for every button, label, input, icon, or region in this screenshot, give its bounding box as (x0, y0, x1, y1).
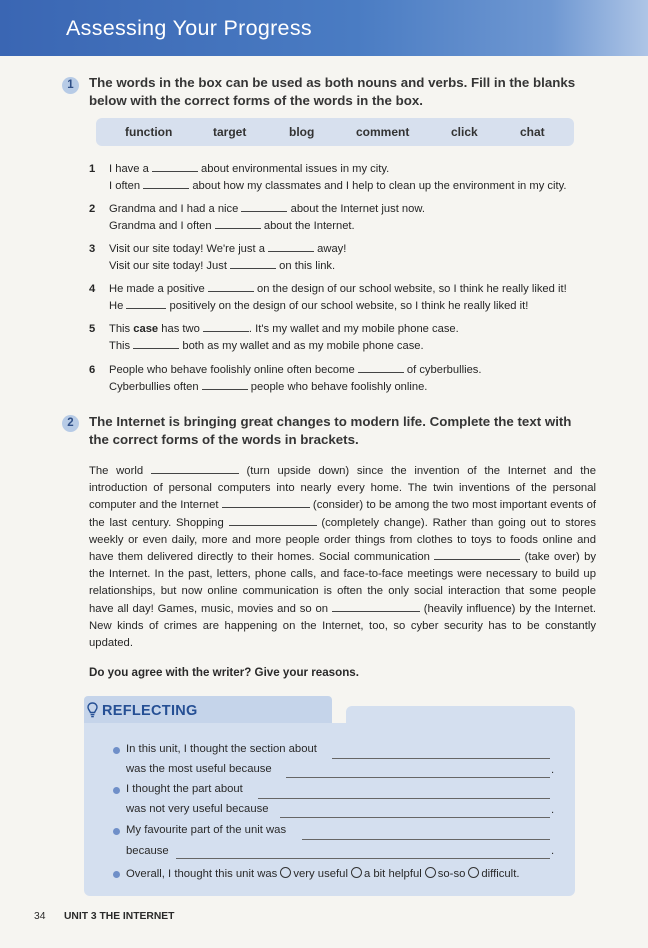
reflection-prompt: was the most useful because (126, 763, 272, 775)
item-number: 4 (89, 283, 96, 295)
answer-blank[interactable] (332, 602, 420, 612)
question-1-instruction-line-1: The words in the box can be used as both nouns and verbs. Fill in the blanks (89, 75, 576, 90)
reflection-prompt: was not very useful because (126, 803, 269, 815)
reflection-prompt: In this unit, I thought the section about (126, 743, 317, 755)
word-box (96, 118, 574, 146)
answer-blank[interactable] (151, 464, 239, 474)
word-box-item: comment (356, 125, 410, 139)
answer-line[interactable] (332, 758, 550, 759)
answer-blank[interactable] (229, 516, 317, 526)
line-end-period: . (551, 764, 555, 776)
item-sentence-b: Grandma and I often about the Internet. (109, 220, 355, 232)
item-sentence-b: This both as my wallet and as my mobile phone case. (109, 340, 424, 352)
reflecting-title (94, 703, 198, 719)
reflecting-panel (84, 696, 575, 896)
line-end-period: . (551, 845, 555, 857)
item-number: 2 (89, 203, 96, 215)
reflection-prompt: Overall, I thought this unit was (126, 868, 278, 880)
bullet-icon (113, 787, 120, 794)
reflection-prompt: My favourite part of the unit was (126, 824, 287, 836)
option-label: a bit helpful (363, 868, 422, 880)
page-title: Assessing Your Progress (66, 16, 312, 40)
option-label: so-so (437, 868, 466, 880)
answer-blank[interactable] (358, 363, 404, 373)
item-sentence-b: I often about how my classmates and I help to clean up the environment in my city. (109, 180, 567, 192)
lightbulb-icon (87, 702, 98, 721)
answer-blank[interactable] (222, 498, 310, 508)
answer-blank[interactable] (126, 299, 166, 309)
cloze-passage: The world (turn upside down) since the invention of the Internet and the introduction of personal computers into nearly every home. The twin inventions of the personal computer and the Internet (consider) to be among the two most important events of the last century. Shopping (completely change). Rather than going out to stores weekly or even daily, more and more people order things from clothes to toys to foods online and have them delivered directly to their homes. Social communication (take over) by the Internet. In the past, letters, phone calls, and face-to-face meetings were necessary to build up relationships, but now online communication is often the only social interaction that some people have all day! Games, music, movies and so on (heavily influence) by the Internet. New kinds of crimes are happening on the Internet, too, so cyber security has to be constantly updated. (89, 465, 597, 650)
answer-blank[interactable] (143, 179, 189, 189)
answer-blank[interactable] (152, 162, 198, 172)
radio-difficult[interactable] (468, 867, 479, 878)
bullet-icon (113, 871, 120, 878)
question-2-instruction (89, 413, 571, 448)
answer-blank[interactable] (241, 202, 287, 212)
item-sentence-a: He made a positive on the design of our school website, so I think he really liked it! (109, 283, 567, 295)
item-number: 5 (89, 323, 96, 335)
answer-line[interactable] (258, 798, 550, 799)
word-box-item: chat (520, 125, 545, 139)
question-1-instruction (89, 74, 575, 109)
discussion-question: Do you agree with the writer? Give your reasons. (89, 666, 359, 679)
option-label: difficult. (481, 868, 520, 880)
answer-line[interactable] (280, 817, 550, 818)
item-number: 6 (89, 364, 96, 376)
radio-very-useful[interactable] (280, 867, 291, 878)
question-2-instruction-line-1: The Internet is bringing great changes to modern life. Complete the text with (89, 414, 572, 429)
page-header (0, 0, 648, 56)
item-sentence-b: Visit our site today! Just on this link. (109, 260, 336, 272)
answer-blank[interactable] (208, 282, 254, 292)
radio-so-so[interactable] (425, 867, 436, 878)
line-end-period: . (551, 804, 555, 816)
item-sentence-b: He positively on the design of our school website, so I think he really liked it! (109, 300, 529, 312)
question-1-instruction-line-2: below with the correct forms of the words in the box. (89, 92, 423, 108)
page-number: 34 (34, 911, 46, 922)
unit-label: UNIT 3 THE INTERNET (64, 911, 175, 922)
item-sentence-a: Grandma and I had a nice about the Internet just now. (109, 203, 425, 215)
answer-blank[interactable] (215, 219, 261, 229)
word-box-item: target (213, 125, 247, 139)
reflecting-title-text: REFLECTING (102, 703, 198, 719)
overall-rating (126, 867, 519, 880)
word-box-item: function (125, 125, 173, 139)
option-label: very useful (293, 868, 348, 880)
answer-line[interactable] (286, 777, 550, 778)
item-sentence-a: This case has two . It's my wallet and my mobile phone case. (109, 323, 459, 335)
answer-line[interactable] (176, 858, 550, 859)
bullet-icon (113, 828, 120, 835)
word-box-item: blog (289, 125, 315, 139)
item-number: 3 (89, 243, 96, 255)
answer-blank[interactable] (202, 380, 248, 390)
answer-blank[interactable] (268, 242, 314, 252)
answer-blank[interactable] (434, 550, 520, 560)
item-number: 1 (89, 163, 96, 175)
item-sentence-a: People who behave foolishly online often become of cyberbullies. (109, 364, 482, 376)
word-box-item: click (451, 125, 478, 139)
reflection-prompt: I thought the part about (126, 783, 243, 795)
reflection-prompt: because (126, 845, 169, 857)
item-sentence-b: Cyberbullies often people who behave foolishly online. (109, 381, 428, 393)
answer-blank[interactable] (203, 322, 249, 332)
item-sentence-a: Visit our site today! We're just a away! (109, 243, 347, 255)
bullet-icon (113, 747, 120, 754)
question-2-number: 2 (62, 415, 79, 432)
item-sentence-a: I have a about environmental issues in my city. (109, 163, 390, 175)
question-2-instruction-line-2: the correct forms of the words in brackets. (89, 431, 359, 447)
question-1-number: 1 (62, 77, 79, 94)
answer-line[interactable] (302, 839, 550, 840)
radio-bit-helpful[interactable] (351, 867, 362, 878)
answer-blank[interactable] (230, 259, 276, 269)
answer-blank[interactable] (133, 339, 179, 349)
